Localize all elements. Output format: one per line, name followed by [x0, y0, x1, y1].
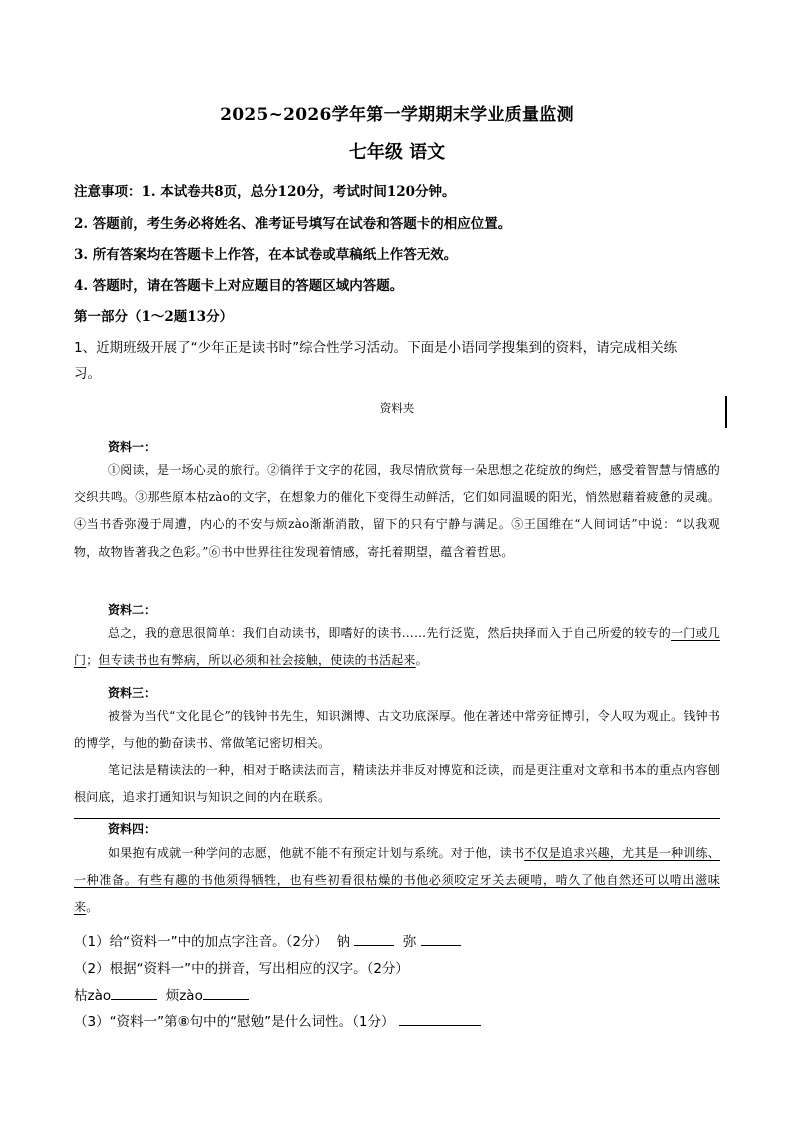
sub-question-1: （1）给“资料一”中的加点字注音。（2分） 钠 弥 [74, 930, 461, 950]
material3-text-2: 笔记法是精读法的一种，相对于略读法而言，精读法并非反对博览和泛读，而是更注重对文章和书本的重点内容刨根问底，追求打通知识与知识之间的内在联系。 [74, 763, 720, 805]
material1-text: ①阅读，是一场心灵的旅行。②徜徉于文字的花园，我尽情欣赏每一朵思想之花绽放的绚烂，感受着智慧与情感的交织共鸣。③那些原本枯zào的文字，在想象力的催化下变得生动鲜活，它们如同温暖的阳光，悄然慰藉着疲惫的灵魂。④当书香弥漫于周遭，内心的不安与烦zào渐渐消散，留下的只有宁静与满足。⑤王国维在“人间词话”中说：“以我观物，故物皆著我之色彩。”⑥书中世界往往发现着情感，寄托着期望，蕴含着哲思。 [74, 463, 720, 559]
material2-heading: 资料二： [108, 603, 157, 617]
material3-heading: 资料三： [108, 686, 157, 700]
answer-blank[interactable] [203, 986, 249, 1000]
folder-title: 资料夹 [379, 401, 415, 415]
underlined-sentence: 但专读书也有弊病，所以必须和社会接触，使读的书活起来 [98, 653, 416, 668]
answer-blank[interactable] [399, 1012, 481, 1026]
sub-question-3: （3）“资料一”第⑧句中的“慰勉”是什么词性。（1分） [74, 1010, 481, 1030]
notes-line-3: 3. 所有答案均在答题卡上作答，在本试卷或草稿纸上作答无效。 [74, 247, 458, 263]
sub-question-2: （2）根据“资料一”中的拼音，写出相应的汉字。（2分） [74, 961, 409, 977]
exam-subtitle: 七年级 语文 [348, 142, 446, 163]
vertical-rule [725, 396, 727, 428]
section-divider [74, 818, 720, 819]
answer-blank[interactable] [354, 932, 394, 946]
notes-line-1: 注意事项：1. 本试卷共8页，总分120分，考试时间120分钟。 [74, 184, 456, 200]
underlined-sentence: 不仅是追求兴趣，尤其是一种训练、一种准备。有些有趣的书他须得牺牲，也有些初看很枯燥的书他必须咬定牙关去硬啃，啃久了他自然还可以啃出滋味来 [74, 846, 720, 915]
material4-heading: 资料四： [108, 822, 157, 836]
part-one-heading: 第一部分（1～2题13分） [74, 309, 234, 325]
notes-line-4: 4. 答题时，请在答题卡上对应题目的答题区域内答题。 [74, 278, 404, 294]
material2-text: 总之，我的意思很简单：我们自动读书，即嗜好的读书……先行泛览，然后抉择而入于自己所爱的较专的一门或几门；但专读书也有弊病，所以必须和社会接触，使读的书活起来。 [74, 626, 720, 668]
notes-line-2: 2. 答题前，考生务必将姓名、准考证号填写在试卷和答题卡的相应位置。 [74, 216, 512, 232]
material3-text-1: 被誉为当代“文化昆仑”的钱钟书先生，知识渊博、古文功底深厚。他在著述中常旁征博引，令人叹为观止。钱钟书的博学，与他的勤奋读书、常做笔记密切相关。 [74, 709, 720, 751]
answer-blank[interactable] [421, 932, 461, 946]
underlined-phrase: 一门或几门 [74, 626, 720, 668]
sub-question-2-items: 枯zào 烦zào [74, 984, 249, 1004]
question1-intro-continued: 习。 [74, 366, 101, 382]
material1-heading: 资料一： [108, 440, 157, 454]
answer-blank[interactable] [111, 986, 157, 1000]
material4-text: 如果抱有成就一种学问的志愿，他就不能不有预定计划与系统。对于他，读书不仅是追求兴趣，尤其是一种训练、一种准备。有些有趣的书他须得牺牲，也有些初看很枯燥的书他必须咬定牙关去硬啃，啃久了他自然还可以啃出滋味来。 [74, 846, 720, 915]
question1-intro: 1、近期班级开展了“少年正是读书时”综合性学习活动。下面是小语同学搜集到的资料，请完成相关练 [74, 340, 678, 356]
exam-title: 2025~2026学年第一学期期末学业质量监测 [220, 105, 574, 125]
